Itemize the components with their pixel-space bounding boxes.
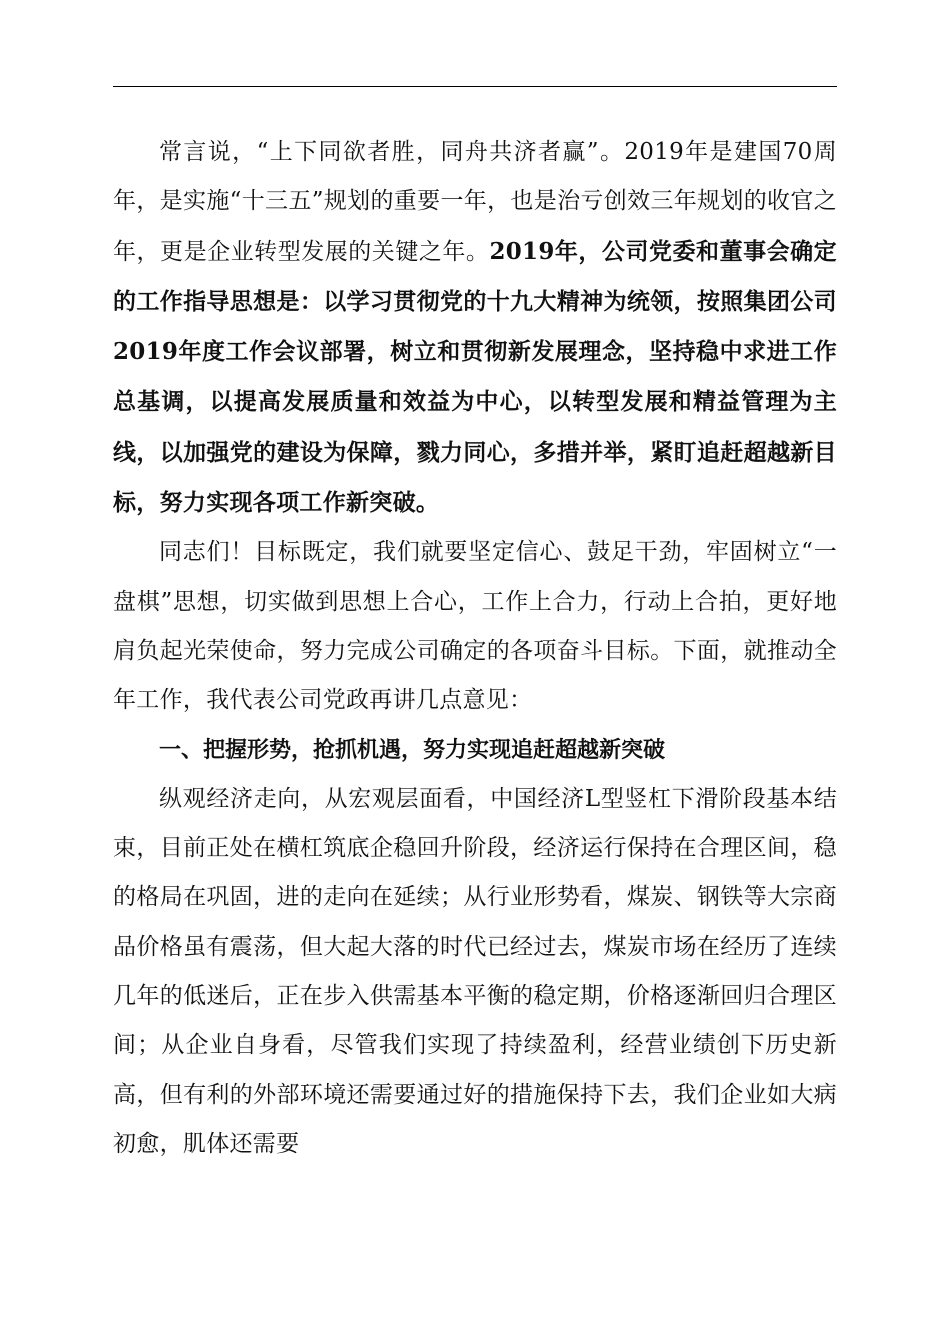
paragraph-guiding-thought [113, 128, 837, 528]
document-body [113, 128, 837, 1169]
section-heading: 一、把握形势，抢抓机遇，努力实现追赶超越新突破 [159, 737, 666, 763]
paragraph-bold-text: 2019年，公司党委和董事会确定的工作指导思想是：以学习贯彻党的十九大精神为统领，按照集团公司2019年度工作会议部署，树立和贯彻新发展理念，坚持稳中求进工作总基调，以提高发展质量和效益为中心，以转型发展和精益管理为主线，以加强党的建设为保障，戮力同心，多措并举，紧盯追赶超越新目标，努力实现各项工作新突破。 [113, 237, 837, 517]
paragraph-comrades: 同志们！目标既定，我们就要坚定信心、鼓足干劲，牢固树立“一盘棋”思想，切实做到思想上合心，工作上合力，行动上合拍，更好地肩负起光荣使命，努力完成公司确定的各项奋斗目标。下面，就推动全年工作，我代表公司党政再讲几点意见： [113, 539, 837, 714]
paragraph-intro-text: 常言说，“上下同欲者胜，同舟共济者赢”。2019年是建国70周年，是实施“十三五”规划的重要一年，也是治亏创效三年规划的收官之年，更是企业转型发展的关键之年。 [113, 139, 837, 265]
header-rule [113, 86, 837, 87]
paragraph-economy: 纵观经济走向，从宏观层面看，中国经济L型竖杠下滑阶段基本结束，目前正处在横杠筑底企稳回升阶段，经济运行保持在合理区间，稳的格局在巩固，进的走向在延续；从行业形势看，煤炭、钢铁等大宗商品价格虽有震荡，但大起大落的时代已经过去，煤炭市场在经历了连续几年的低迷后，正在步入供需基本平衡的稳定期，价格逐渐回归合理区间；从企业自身看，尽管我们实现了持续盈利，经营业绩创下历史新高，但有利的外部环境还需要通过好的措施保持下去，我们企业如大病初愈，肌体还需要 [113, 785, 837, 1157]
